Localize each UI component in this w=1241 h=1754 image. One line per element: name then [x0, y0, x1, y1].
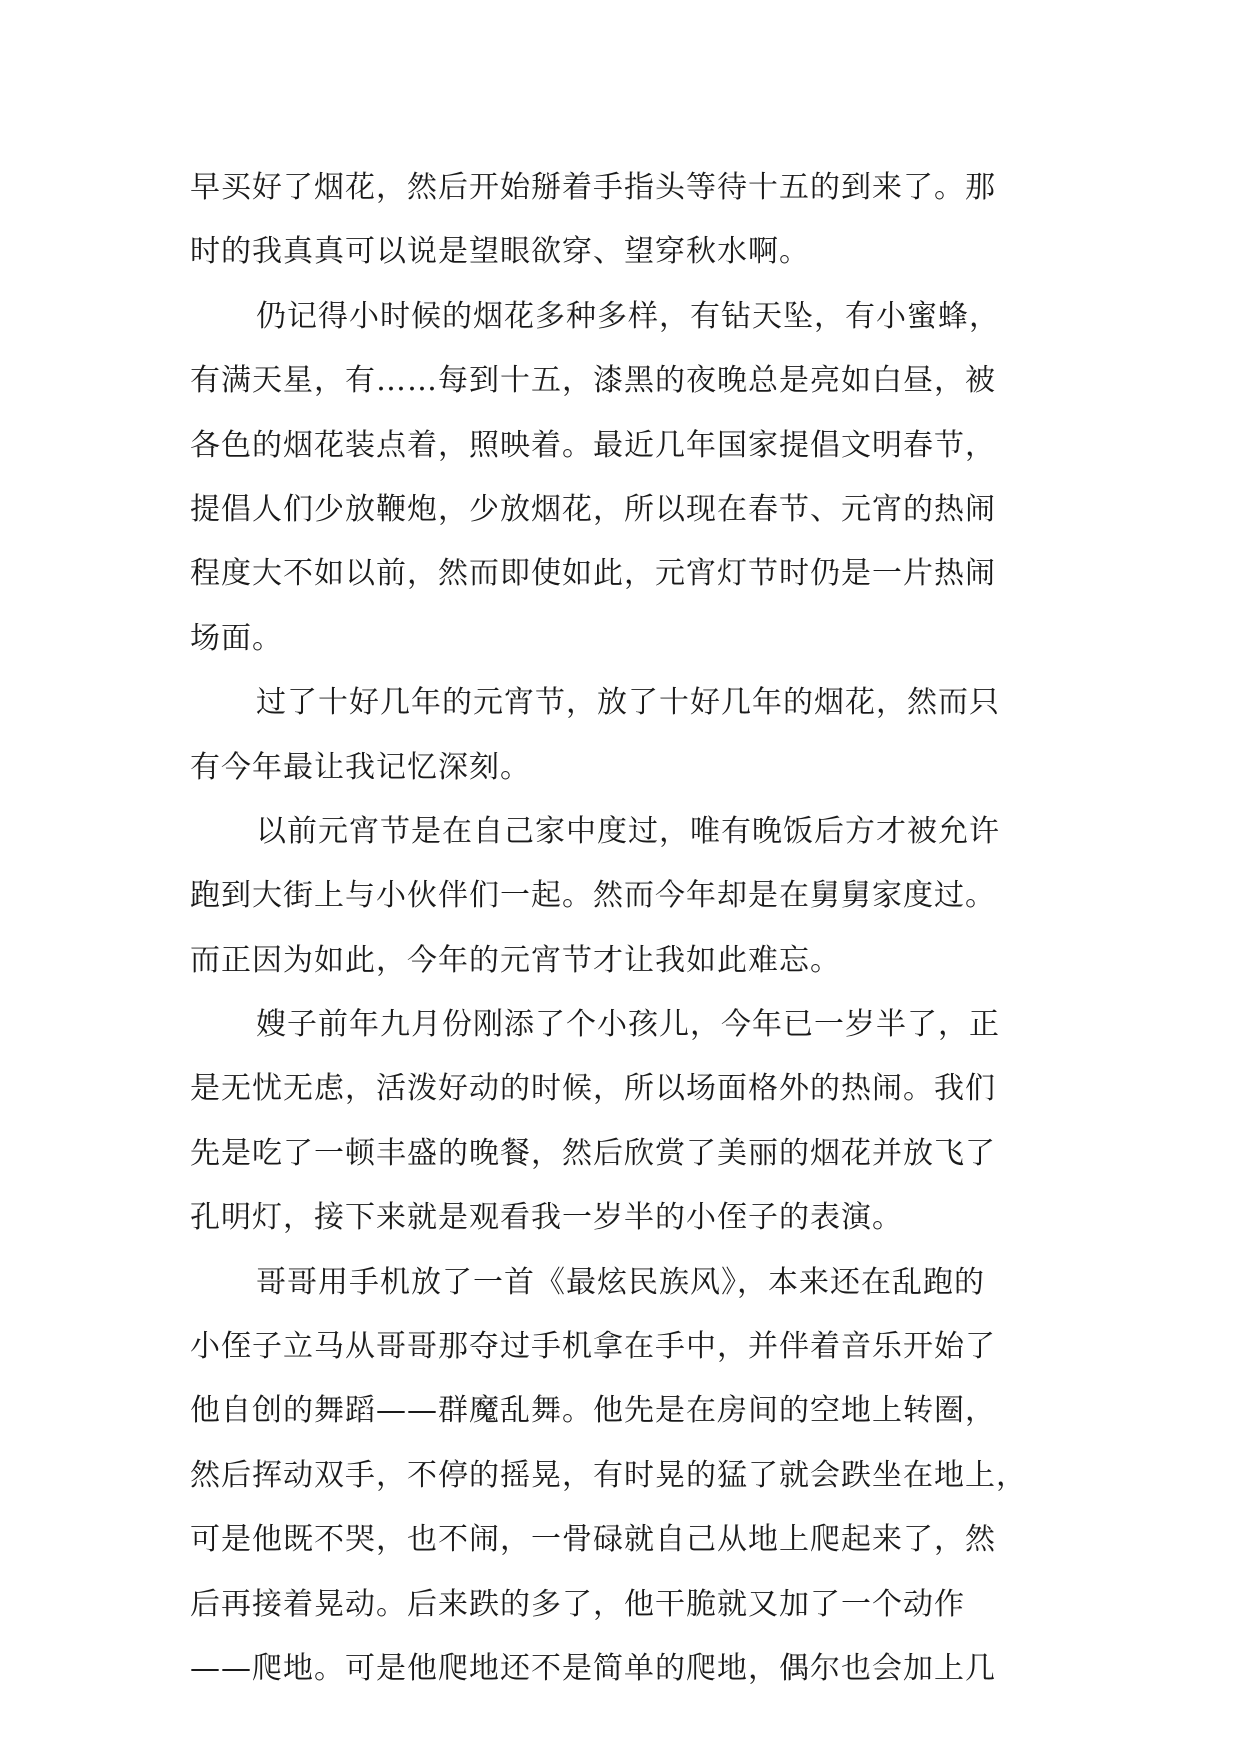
text-line: 嫂子前年九月份刚添了个小孩儿，今年已一岁半了，正 — [256, 1007, 1000, 1043]
text-line: 哥哥用手机放了一首《最炫民族风》，本来还在乱跑的 — [256, 1264, 985, 1300]
text-line: 过了十好几年的元宵节，放了十好几年的烟花，然而只 — [256, 685, 1000, 721]
text-line: 程度大不如以前，然而即使如此，元宵灯节时仍是一片热闹 — [190, 556, 996, 592]
text-line: 各色的烟花装点着，照映着。最近几年国家提倡文明春节， — [190, 427, 996, 463]
text-line: 先是吃了一顿丰盛的晚餐，然后欣赏了美丽的烟花并放飞了 — [190, 1135, 996, 1171]
text-line: 而正因为如此，今年的元宵节才让我如此难忘。 — [190, 942, 841, 978]
text-line: 有今年最让我记忆深刻。 — [190, 749, 531, 785]
text-line: 后再接着晃动。后来跌的多了，他干脆就又加了一个动作 — [190, 1586, 965, 1622]
text-line: 有满天星，有……每到十五，漆黑的夜晚总是亮如白昼，被 — [190, 363, 996, 399]
text-line: 时的我真真可以说是望眼欲穿、望穿秋水啊。 — [190, 234, 810, 270]
text-line: 提倡人们少放鞭炮，少放烟花，所以现在春节、元宵的热闹 — [190, 491, 996, 527]
text-line: 场面。 — [190, 620, 283, 656]
text-line: 小侄子立马从哥哥那夺过手机拿在手中，并伴着音乐开始了 — [190, 1329, 996, 1365]
text-line: ——爬地。可是他爬地还不是简单的爬地，偶尔也会加上几 — [190, 1650, 996, 1686]
text-line: 早买好了烟花，然后开始掰着手指头等待十五的到来了。那 — [190, 170, 996, 205]
text-line: 跑到大街上与小伙伴们一起。然而今年却是在舅舅家度过。 — [190, 878, 996, 914]
text-line: 仍记得小时候的烟花多种多样，有钻天坠，有小蜜蜂， — [256, 298, 1000, 334]
text-line: 可是他既不哭，也不闹，一骨碌就自己从地上爬起来了，然 — [190, 1522, 996, 1558]
text-line: 是无忧无虑，活泼好动的时候，所以场面格外的热闹。我们 — [190, 1071, 996, 1107]
text-line: 他自创的舞蹈——群魔乱舞。他先是在房间的空地上转圈， — [190, 1393, 996, 1429]
text-line: 以前元宵节是在自己家中度过，唯有晚饭后方才被允许 — [256, 813, 1000, 849]
document-body — [190, 156, 1070, 1701]
text-line: 然后挥动双手，不停的摇晃，有时晃的猛了就会跌坐在地上， — [190, 1457, 1027, 1493]
text-line: 孔明灯，接下来就是观看我一岁半的小侄子的表演。 — [190, 1200, 903, 1236]
